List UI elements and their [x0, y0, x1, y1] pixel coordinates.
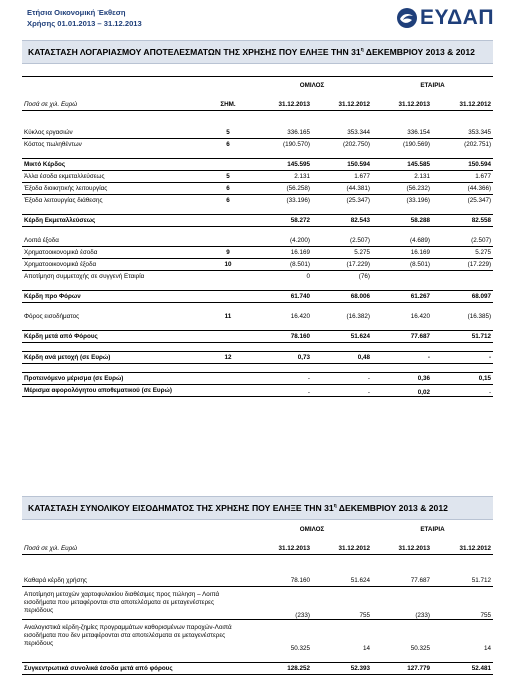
- row-value: (233): [372, 587, 432, 620]
- row-label: Κέρδη προ Φόρων: [22, 291, 204, 303]
- row-value: 0,73: [252, 352, 312, 364]
- row-label: Χρηματοοικονομικά έξοδα: [22, 259, 204, 271]
- row-value: [372, 271, 432, 283]
- row-value: 52.481: [432, 663, 493, 675]
- row-value: (2.507): [432, 235, 493, 247]
- row-value: 0,02: [372, 385, 432, 397]
- table-row-total: [22, 215, 493, 227]
- row-value: 2.131: [252, 171, 312, 183]
- row-note: [204, 373, 252, 385]
- row-value: 61.267: [372, 291, 432, 303]
- row-note: 6: [226, 141, 230, 148]
- table-row: [22, 195, 493, 207]
- row-value: 58.288: [372, 215, 432, 227]
- company-header: ΕΤΑΙΡΙΑ: [420, 526, 445, 533]
- row-value: 78.160: [252, 575, 312, 587]
- row-value: 68.006: [312, 291, 372, 303]
- row-value: 51.712: [432, 331, 493, 343]
- report-period: Χρήσης 01.01.2013 – 31.12.2013: [27, 19, 142, 28]
- row-value: 82.558: [432, 215, 493, 227]
- row-value: -: [312, 385, 372, 397]
- row-label: Καθαρά κέρδη χρήσης: [22, 575, 234, 587]
- row-value: (233): [252, 587, 312, 620]
- row-value: 336.154: [372, 127, 432, 139]
- col-header: 31.12.2012: [312, 99, 372, 111]
- title-text: ΚΑΤΑΣΤΑΣΗ ΛΟΓΑΡΙΑΣΜΟΥ ΑΠΟΤΕΛΕΣΜΑΤΩΝ ΤΗΣ ΧΡΗΣΗΣ ΠΟΥ ΕΛΗΞΕ ΤΗΝ 31: [28, 47, 361, 57]
- row-note: 12: [204, 352, 252, 364]
- col-header: 31.12.2012: [432, 543, 493, 555]
- row-value: 77.687: [372, 575, 432, 587]
- row-value: 0,15: [432, 373, 493, 385]
- row-note: 10: [204, 259, 252, 271]
- table-row: [22, 385, 493, 397]
- row-label: Αποτίμηση μετοχών χαρτοφυλακίου διαθέσιμες προς πώληση – Λοιπά εισοδήματα που μεταφέρονται στα αποτελέσματα σε μεταγενέστερες περιόδους: [22, 587, 234, 620]
- row-value: 16.169: [372, 247, 432, 259]
- row-label: Κέρδη Εκμεταλλεύσεως: [22, 215, 204, 227]
- row-value: (56.258): [252, 183, 312, 195]
- row-label: Μέρισμα αφορολόγητου αποθεματικού (σε Ευρώ): [22, 385, 204, 397]
- row-note: 11: [224, 313, 232, 320]
- row-label: Φόρος εισοδήματος: [24, 313, 80, 320]
- row-value: -: [312, 373, 372, 385]
- row-value: 50.325: [410, 645, 431, 652]
- row-value: 78.160: [252, 331, 312, 343]
- row-value: 353.345: [432, 127, 493, 139]
- income-statement-table: [22, 76, 493, 397]
- title-text: ΚΑΤΑΣΤΑΣΗ ΣΥΝΟΛΙΚΟΥ ΕΙΣΟΔΗΜΑΤΟΣ ΤΗΣ ΧΡΗΣΗΣ ΠΟΥ ΕΛΗΞΕ ΤΗΝ 31: [28, 503, 334, 513]
- amounts-label: Ποσά σε χιλ. Ευρώ: [22, 99, 204, 111]
- row-value: 1.677: [312, 171, 372, 183]
- row-value: (44.381): [312, 183, 372, 195]
- logo-text: ΕΥΔΑΠ: [419, 6, 494, 29]
- row-value: (190.569): [403, 141, 430, 148]
- table-row: [22, 235, 493, 247]
- row-value: -: [372, 352, 432, 364]
- col-header: 31.12.2012: [432, 99, 493, 111]
- comprehensive-income-title: [22, 496, 493, 520]
- title-text-end: ΔΕΚΕΜΒΡΙΟΥ 2013 & 2012: [363, 47, 475, 57]
- row-value: 150.594: [432, 159, 493, 171]
- row-value: 16.169: [252, 247, 312, 259]
- row-value: 58.272: [252, 215, 312, 227]
- row-value: 82.543: [312, 215, 372, 227]
- row-value: (33.196): [286, 197, 310, 204]
- row-value: (56.232): [372, 183, 432, 195]
- row-value: 127.779: [372, 663, 432, 675]
- row-label: Έξοδα διοικητικής λειτουργίας: [22, 183, 204, 195]
- row-value: -: [432, 352, 493, 364]
- row-value: 2.131: [372, 171, 432, 183]
- table-row: [22, 620, 493, 653]
- title-sup: η: [333, 503, 337, 510]
- row-value: 5.275: [432, 247, 493, 259]
- income-statement-title: [22, 40, 493, 64]
- table-row: [22, 183, 493, 195]
- row-label: Συγκεντρωτικά συνολικά έσοδα μετά από φόρους: [22, 663, 234, 675]
- row-value: 755: [432, 587, 493, 620]
- company-logo: [396, 6, 494, 30]
- row-value: 353.344: [312, 127, 372, 139]
- row-value: (25.347): [467, 197, 492, 204]
- row-value: (190.570): [283, 141, 310, 148]
- row-value: (8.501): [252, 259, 312, 271]
- row-value: 128.252: [252, 663, 312, 675]
- row-value: (16.385): [467, 313, 492, 320]
- row-value: (2.507): [312, 235, 372, 247]
- row-value: 51.712: [432, 575, 493, 587]
- note-header: ΣΗΜ.: [204, 99, 252, 111]
- row-label: Άλλα έσοδα εκμεταλλεύσεως: [22, 171, 204, 183]
- group-header: ΟΜΙΛΟΣ: [299, 82, 325, 89]
- row-value: (17.229): [432, 259, 493, 271]
- row-value: 145.595: [252, 159, 312, 171]
- col-header: 31.12.2013: [252, 543, 312, 555]
- comprehensive-income-table: [22, 524, 493, 675]
- table-row: [22, 171, 493, 183]
- row-value: 145.585: [372, 159, 432, 171]
- row-value: (4.200): [252, 235, 312, 247]
- row-value: 0,36: [372, 373, 432, 385]
- table-row: [22, 139, 493, 151]
- table-row-total: [22, 331, 493, 343]
- row-value: (8.501): [372, 259, 432, 271]
- row-value: (202.751): [464, 141, 492, 148]
- col-header: 31.12.2013: [252, 99, 312, 111]
- row-value: 755: [312, 587, 372, 620]
- row-value: 150.594: [312, 159, 372, 171]
- row-note: [204, 331, 252, 343]
- row-note: 5: [204, 127, 252, 139]
- row-value: 0,48: [312, 352, 372, 364]
- row-value: 1.677: [432, 171, 493, 183]
- table-row: [22, 575, 493, 587]
- table-row: [22, 127, 493, 139]
- row-label: Μικτό Κέρδος: [22, 159, 204, 171]
- row-note: 9: [204, 247, 252, 259]
- row-note: [204, 215, 252, 227]
- row-note: 6: [204, 183, 252, 195]
- row-note: [204, 235, 252, 247]
- group-header-row: [22, 80, 493, 91]
- row-label: Προτεινόμενο μέρισμα (σε Ευρώ): [22, 373, 204, 385]
- row-value: 61.740: [252, 291, 312, 303]
- row-value: 5.275: [312, 247, 372, 259]
- amounts-label: Ποσά σε χιλ. Ευρώ: [22, 543, 234, 555]
- column-header-row: [22, 543, 493, 555]
- row-value: (25.347): [346, 197, 370, 204]
- row-value: 51.624: [312, 575, 372, 587]
- row-value: 68.097: [432, 291, 493, 303]
- row-label: Κέρδη ανά μετοχή (σε Ευρώ): [22, 352, 204, 364]
- table-row: [22, 247, 493, 259]
- row-label: Χρηματοοικονομικά έσοδα: [22, 247, 204, 259]
- row-label: Λοιπά έξοδα: [22, 235, 204, 247]
- row-label: Αναλογιστικά κέρδη-ζημίες προγραμμάτων καθορισμένων παροχών-Λοιπά εισοδήματα που δεν μεταφέρονται στα αποτελέσματα σε μεταγενέστερες περιόδους: [24, 624, 232, 647]
- table-row: [22, 271, 493, 283]
- row-label: Αποτίμηση συμμετοχής σε συγγενή Εταιρία: [24, 273, 145, 280]
- row-note: [204, 291, 252, 303]
- company-header: ΕΤΑΙΡΙΑ: [420, 82, 445, 89]
- row-label: Κόστος πωληθέντων: [24, 141, 82, 148]
- row-value: 77.687: [372, 331, 432, 343]
- title-sup: η: [360, 47, 364, 54]
- row-label: Κύκλος εργασιών: [22, 127, 204, 139]
- row-value: -: [252, 385, 312, 397]
- column-header-row: [22, 99, 493, 111]
- row-value: 16.420: [290, 313, 310, 320]
- row-note: [204, 159, 252, 171]
- table-row-total: [22, 352, 493, 364]
- row-value: 52.393: [312, 663, 372, 675]
- row-value: 51.624: [312, 331, 372, 343]
- row-value: (17.229): [312, 259, 372, 271]
- row-value: 16.420: [410, 313, 430, 320]
- row-value: -: [432, 385, 493, 397]
- col-header: 31.12.2013: [372, 99, 432, 111]
- row-value: (44.366): [432, 183, 493, 195]
- row-note: 5: [204, 171, 252, 183]
- table-row: [22, 373, 493, 385]
- group-header: ΟΜΙΛΟΣ: [299, 526, 325, 533]
- row-value: 0: [306, 273, 310, 280]
- row-note: [204, 385, 252, 397]
- table-row-total: [22, 291, 493, 303]
- row-value: 336.165: [252, 127, 312, 139]
- row-value: 50.325: [290, 645, 310, 652]
- row-value: -: [252, 373, 312, 385]
- row-value: (4.689): [372, 235, 432, 247]
- table-row-total: [22, 159, 493, 171]
- col-header: 31.12.2013: [372, 543, 432, 555]
- col-header: 31.12.2012: [312, 543, 372, 555]
- row-value: (33.196): [406, 197, 430, 204]
- group-header-row: [22, 524, 493, 535]
- row-value: (16.382): [346, 313, 370, 320]
- report-name: Ετήσια Οικονομική Έκθεση: [27, 8, 126, 17]
- row-note: 6: [226, 197, 230, 204]
- row-value: (202.750): [343, 141, 370, 148]
- table-row-total: [22, 663, 493, 675]
- row-value: [432, 271, 493, 283]
- table-row: [22, 259, 493, 271]
- row-label: Κέρδη μετά από Φόρους: [22, 331, 204, 343]
- row-label: Έξοδα λειτουργίας διάθεσης: [24, 197, 103, 204]
- row-value: 14: [484, 645, 492, 652]
- title-text-end: ΔΕΚΕΜΒΡΙΟΥ 2013 & 2012: [336, 503, 448, 513]
- logo-swirl-icon: [396, 7, 418, 29]
- table-row: [22, 587, 493, 620]
- table-row: [22, 311, 493, 322]
- row-value: 14: [363, 645, 371, 652]
- row-value: (76): [358, 273, 370, 280]
- row-note: [204, 271, 252, 283]
